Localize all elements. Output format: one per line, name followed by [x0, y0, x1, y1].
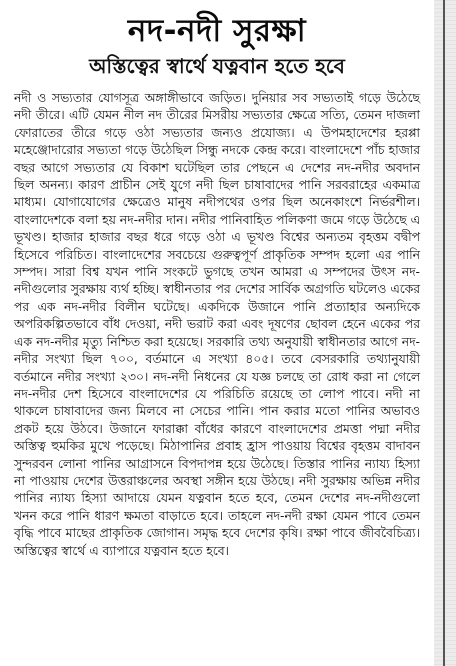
- adjacent-column-edge: [434, 0, 456, 666]
- headline: নদ-নদী সুরক্ষা: [127, 13, 307, 49]
- article-body: নদী ও সভ্যতার যোগসূত্র অঙ্গাঙ্গীভাবে জড়িত। দুনিয়ার সব সভ্যতাই গড়ে উঠেছে নদী তীরে। এটি যেমন নীল নদ তীরের মিসরীয় সভ্যতার ক্ষেত্রে সত্যি, তেমন দাজলা ফোরাতের তীরে গড়ে ওঠা সভ্যতার জন্যও প্রযোজ্য। এ উপমহাদেশের হরপ্পা মহেঞ্জোদারোর সভ্যতা গড়ে উঠেছিল সিন্ধু নদকে কেন্দ্র করে। বাংলাদেশে পাঁচ হাজার বছর আগে সভ্যতার যে বিকাশ ঘটেছিল তার পেছনে এ দেশের নদ-নদীর অবদান ছিল অনন্য। কারণ প্রাচীন সেই যুগে নদী ছিল চাষাবাদের পানি সরবরাহের একমাত্র মাধ্যম। যোগাযোগের ক্ষেত্রেও মানুষ নদীপথের ওপর ছিল অনেকাংশে নির্ভরশীল। বাংলাদেশকে বলা হয় নদ-নদীর দান। নদীর পানিবাহিত পলিকণা জমে গড়ে উঠেছে এ ভূখণ্ড। হাজার হাজার বছর ধরে গড়ে ওঠা এ ভূখণ্ড বিশ্বের অন্যতম বৃহত্তম বদ্বীপ হিসেবে পরিচিত। বাংলাদেশের সবচেয়ে গুরুত্বপূর্ণ প্রাকৃতিক সম্পদ হলো এর পানি সম্পদ। সারা বিশ্ব যখন পানি সংকটে ভুগছে তখন আমরা এ সম্পদের উৎস নদ-নদীগুলোর সুরক্ষায় ব্যর্থ হচ্ছি। স্বাধীনতার পর দেশের সার্বিক অগ্রগতি ঘটলেও একের পর এক নদ-নদীর বিলীন ঘটেছে। একদিকে উজানে পানি প্রত্যাহার অন্যদিকে অপরিকল্পিতভাবে বাঁধ দেওয়া, নদী ভরাট করা এবং দূষণের ছোবল হেনে একের পর এক নদ-নদীর মৃত্যু নিশ্চিত করা হয়েছে। সরকারি তথ্য অনুযায়ী স্বাধীনতার আগে নদ-নদীর সংখ্যা ছিল ৭০০, বর্তমানে এ সংখ্যা ৪০৫। তবে বেসরকারি তথ্যানুযায়ী বর্তমানে নদীর সংখ্যা ২৩০। নদ-নদী নিধনের যে যজ্ঞ চলছে তা রোধ করা না গেলে নদ-নদীর দেশ হিসেবে বাংলাদেশের যে পরিচিতি রয়েছে তা লোপ পাবে। নদী না থাকলে চাষাবাদের জন্য মিলবে না সেচের পানি। পান করার মতো পানির অভাবও প্রকট হয়ে উঠবে। উজানে ফারাক্কা বাঁধের কারণে বাংলাদেশের প্রমত্তা পদ্মা নদীর অস্তিত্ব হুমকির মুখে পড়েছে। মিঠাপানির প্রবাহ হ্রাস পাওয়ায় বিশ্বের বৃহত্তম বাদাবন সুন্দরবন লোনা পানির আগ্রাসনে বিপদাপন্ন হয়ে উঠেছে। তিস্তার পানির ন্যায্য হিস্যা না পাওয়ায় দেশের উত্তরাঞ্চলের অবস্থা সঙ্গীন হয়ে উঠছে। নদী সুরক্ষায় অভিন্ন নদীর পানির ন্যায্য হিস্যা আদায়ে যেমন যত্নবান হতে হবে, তেমন দেশের নদ-নদীগুলো খনন করে পানি ধারণ ক্ষমতা বাড়াতে হবে। তাহলে নদ-নদী রক্ষা যেমন পাবে তেমন বৃদ্ধি পাবে মাছের প্রাকৃতিক জোগান। সমৃদ্ধ হবে দেশের কৃষি। রক্ষা পাবে জীববৈচিত্র্য। অস্তিত্বের স্বার্থে এ ব্যাপারে যত্নবান হতে হবে।: [14, 91, 420, 558]
- subheadline: অস্তিত্বের স্বার্থে যত্নবান হতে হবে: [89, 54, 345, 78]
